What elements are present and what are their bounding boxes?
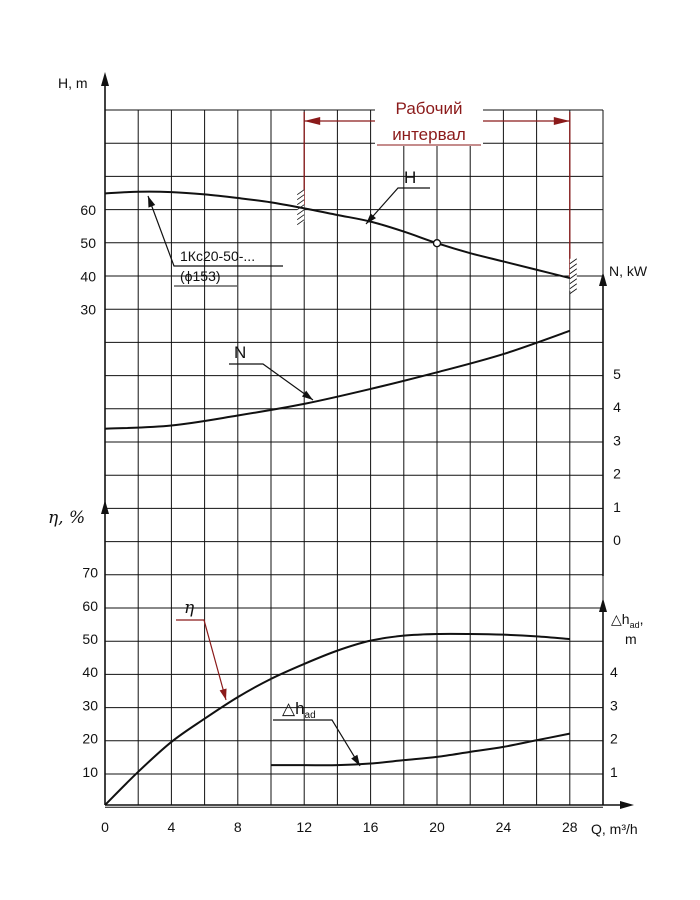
dh-curve	[271, 734, 570, 766]
n-tick-label: 2	[613, 465, 621, 482]
q-tick-label: 4	[167, 819, 176, 835]
h-curve-label: H	[404, 168, 417, 187]
dh-curve-label-main: △h	[282, 699, 305, 718]
pump-label-line2: (ϕ153)	[180, 268, 221, 284]
leader-arrowhead	[302, 391, 313, 400]
dh-label-leader	[273, 720, 360, 766]
h-nominal-point	[434, 240, 441, 247]
n-axis-title: N, kW	[609, 263, 648, 279]
eta-tick-label: 10	[82, 763, 98, 780]
eta-axis-title: η, %	[48, 508, 86, 528]
leader-arrowhead	[220, 688, 227, 700]
n-tick-label: 5	[613, 366, 621, 382]
eta-label-leader	[176, 620, 227, 700]
eta-curve-label: η	[184, 598, 195, 618]
h-axis-arrow	[101, 72, 109, 86]
q-axis-arrow	[620, 801, 634, 809]
eta-tick-label: 50	[82, 631, 98, 647]
n-tick-label: 1	[613, 498, 621, 515]
h-tick-label: 40	[80, 268, 96, 285]
eta-tick-label: 20	[82, 730, 98, 747]
interval-label-line1: Рабочий	[395, 99, 463, 118]
n-tick-label: 4	[613, 399, 621, 416]
n-axis-arrow	[599, 272, 607, 286]
dh-axis-title-main: △h	[611, 611, 630, 627]
dh-tick-label: 2	[610, 730, 618, 747]
eta-tick-label: 40	[82, 664, 98, 681]
h-label-leader	[366, 188, 430, 224]
dh-axis-title-sub: ad	[629, 620, 640, 630]
interval-arrow-right	[554, 117, 570, 125]
dh-curve-label	[282, 699, 316, 721]
dh-axis-arrow	[599, 598, 607, 612]
leader-line	[176, 620, 226, 700]
n-tick-label: 3	[613, 432, 621, 449]
leader-line	[366, 188, 430, 224]
h-tick-label: 30	[80, 301, 96, 318]
h-tick-label: 50	[80, 235, 96, 252]
q-tick-label: 12	[296, 819, 312, 835]
q-tick-label: 20	[429, 819, 445, 835]
chart-grid	[105, 110, 603, 807]
q-tick-label: 28	[562, 819, 578, 835]
leader-line	[273, 720, 360, 766]
eta-axis-arrow	[101, 500, 109, 514]
h-tick-label: 60	[80, 202, 96, 218]
dh-curve-label-sub: ad	[304, 710, 316, 721]
q-axis-title: Q, m³/h	[591, 821, 638, 837]
q-tick-label: 24	[495, 819, 512, 835]
dh-axis-title-comma: ,	[639, 611, 644, 627]
leader-arrowhead	[148, 196, 155, 208]
n-tick-label: 0	[613, 532, 621, 548]
q-tick-label: 0	[101, 819, 109, 835]
pump-label-line1: 1Кс20-50-...	[180, 248, 256, 264]
eta-tick-label: 60	[82, 597, 98, 614]
interval-arrow-left	[304, 117, 320, 125]
interval-label-line2: интервал	[392, 125, 466, 144]
q-tick-label: 16	[362, 819, 379, 835]
n-curve-label: N	[234, 343, 247, 362]
eta-tick-label: 30	[82, 697, 98, 714]
h-axis-title: H, m	[58, 75, 88, 91]
q-tick-label: 8	[233, 819, 242, 835]
dh-axis-title-unit: m	[625, 631, 637, 647]
dh-tick-label: 4	[610, 664, 618, 681]
dh-tick-label: 3	[610, 697, 618, 714]
interval-hatch-right	[570, 259, 577, 294]
dh-tick-label: 1	[610, 763, 618, 780]
eta-tick-label: 70	[82, 564, 98, 581]
dh-axis-title	[611, 611, 643, 630]
chart-axes	[101, 72, 634, 809]
